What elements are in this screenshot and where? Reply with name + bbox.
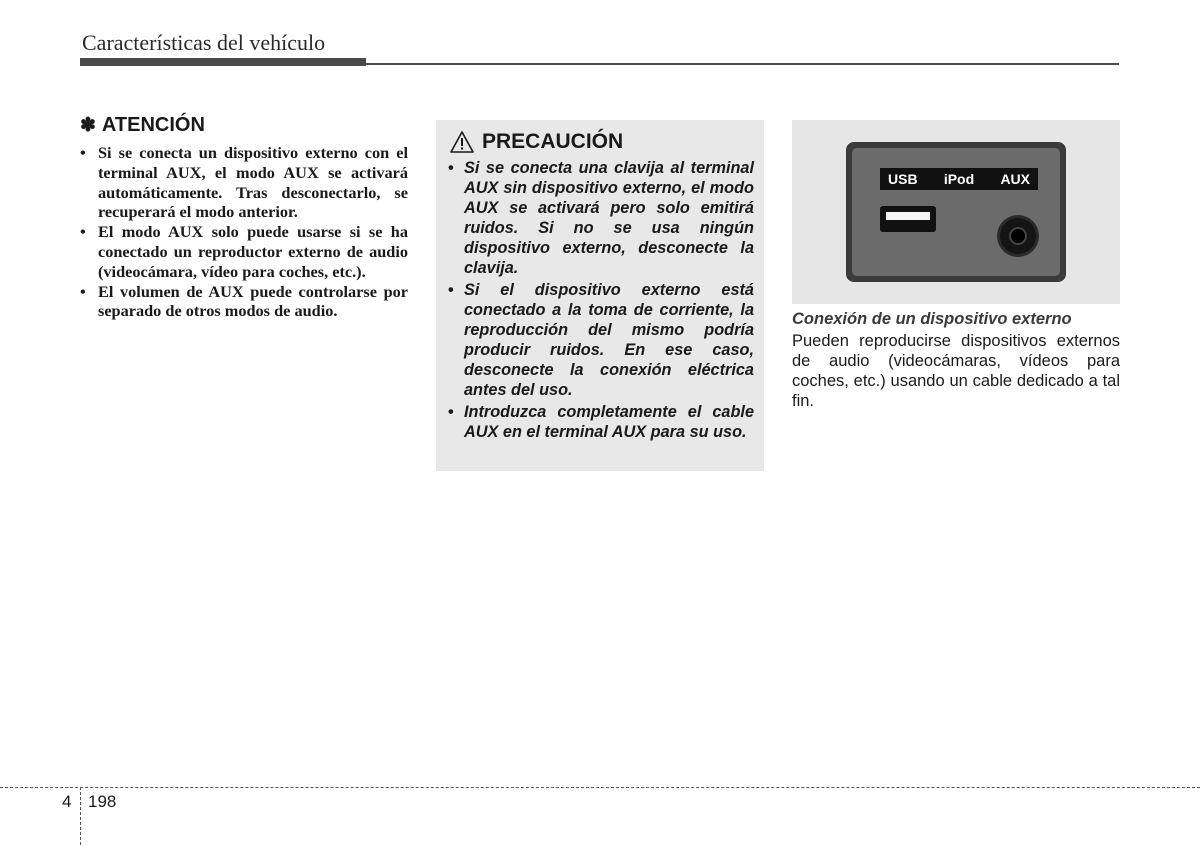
attention-section <box>80 114 408 321</box>
caution-item: • Si el dispositivo externo está conectado a la toma de corriente, la reproducción del mismo podría producir ruidos. En ese caso, desconecte la conexión eléctrica antes del uso. <box>448 281 754 399</box>
aux-jack-icon <box>1000 218 1036 254</box>
attention-heading <box>80 114 408 137</box>
figure-description: Pueden reproducirse dispositivos externos de audio (videocámaras, vídeos para coches, etc.) usando un cable dedicado a tal fin. <box>792 332 1120 410</box>
warning-triangle-icon <box>450 131 474 153</box>
caution-box <box>436 120 764 471</box>
figure-caption: Conexión de un dispositivo externo <box>792 310 1072 328</box>
header-rule <box>366 63 1119 65</box>
caution-title: PRECAUCIÓN <box>482 130 624 153</box>
aux-label: AUX <box>1000 171 1030 187</box>
ipod-label: iPod <box>943 171 975 187</box>
attention-item: • El modo AUX solo puede usarse si se ha conectado un reproductor externo de audio (videocámara, vídeo para coches, etc.). <box>80 222 408 281</box>
caution-item: • Si se conecta una clavija al terminal AUX sin dispositivo externo, el modo AUX se activará pero solo emitirá ruidos. Si no se usa ningún dispositivo externo, desconecte la clavija. <box>448 159 754 277</box>
attention-item: • Si se conecta un dispositivo externo con el terminal AUX, el modo AUX se activará automáticamente. Tras desconectarlo, se recuperará el modo anterior. <box>80 143 408 222</box>
aux-panel-photo <box>792 120 1120 304</box>
usb-port-icon <box>880 206 936 232</box>
page-header-title: Características del vehículo <box>82 30 326 55</box>
page-number: 198 <box>88 792 117 811</box>
asterisk-icon: ✽ <box>80 115 96 136</box>
attention-list <box>80 143 408 321</box>
port-label-strip <box>880 168 1038 190</box>
port-panel <box>846 142 1066 282</box>
caution-item: • Introduzca completamente el cable AUX en el terminal AUX para su uso. <box>448 403 754 441</box>
usb-label: USB <box>888 171 918 187</box>
chapter-number: 4 <box>62 792 72 811</box>
attention-item: • El volumen de AUX puede controlarse por separado de otros modos de audio. <box>80 281 408 321</box>
caution-heading <box>450 130 754 154</box>
header-bar <box>80 58 366 66</box>
footer-rule <box>0 787 1200 788</box>
attention-title: ATENCIÓN <box>101 114 205 136</box>
caution-list <box>448 158 754 442</box>
figure-section <box>792 120 1120 411</box>
footer-divider <box>80 787 81 845</box>
